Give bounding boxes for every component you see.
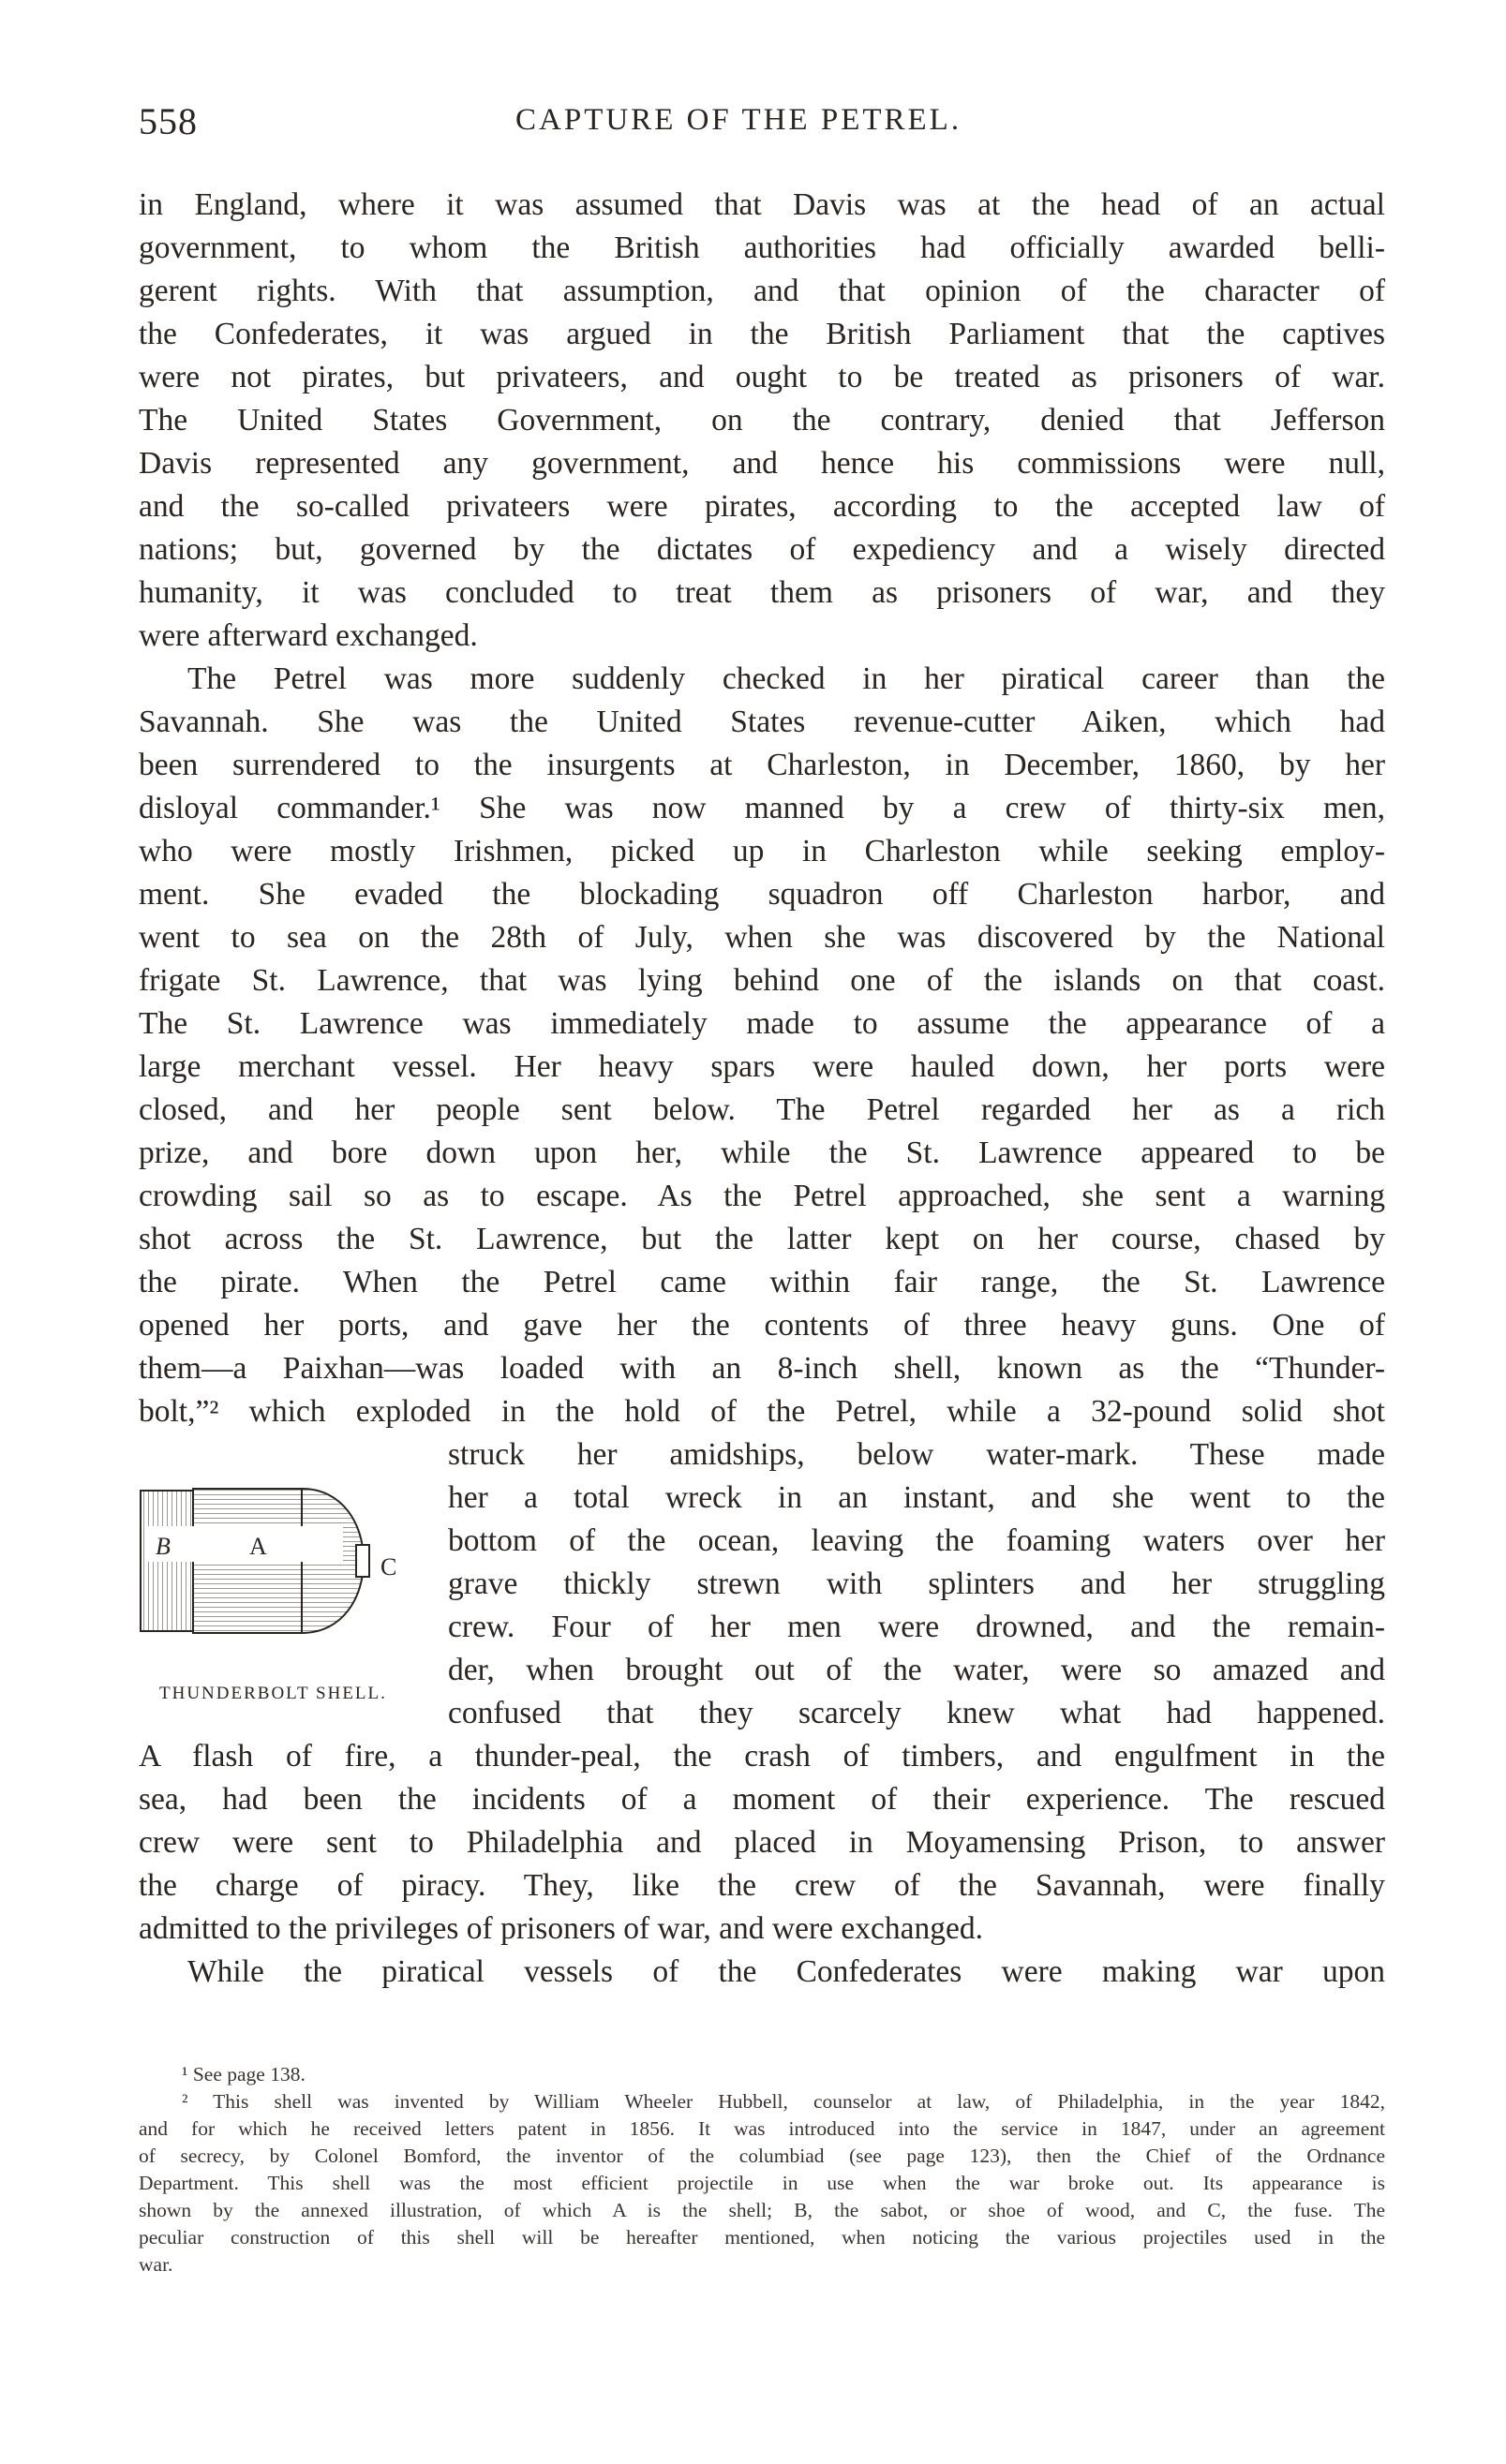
body-line: the Confederates, it was argued in the British Parliament that the captives (139, 317, 1385, 351)
body-line: disloyal commander.¹ She was now manned by a crew of thirty-six men, (139, 791, 1385, 825)
body-line: crowding sail so as to escape. As the Petrel approached, she sent a warning (139, 1179, 1385, 1213)
body-line: been surrendered to the insurgents at Charleston, in December, 1860, by her (139, 748, 1385, 782)
footnote-line: shown by the annexed illustration, of which A is the shell; B, the sabot, or shoe of wood, and C, the fuse. The (139, 2199, 1385, 2221)
footnote-line: ² This shell was invented by William Wheeler Hubbell, counselor at law, of Philadelphia, in the year 1842, (182, 2090, 1385, 2113)
body-line: struck her amidships, below water-mark. These made (448, 1437, 1385, 1472)
body-line: bottom of the ocean, leaving the foaming waters over her (448, 1523, 1385, 1558)
body-line: shot across the St. Lawrence, but the latter kept on her course, chased by (139, 1222, 1385, 1256)
footnote-line: and for which he received letters patent in 1856. It was introduced into the service in 1847, under an agreement (139, 2117, 1385, 2140)
body-line: in England, where it was assumed that Davis was at the head of an actual (139, 187, 1385, 222)
footnote-line: ¹ See page 138. (182, 2063, 306, 2085)
figure-caption: THUNDERBOLT SHELL. (159, 1684, 387, 1703)
body-line: The Petrel was more suddenly checked in her piratical career than the (187, 661, 1385, 696)
body-line: ment. She evaded the blockading squadron off Charleston harbor, and (139, 877, 1385, 912)
body-line: the charge of piracy. They, like the crew of the Savannah, were finally (139, 1868, 1385, 1903)
body-line: Savannah. She was the United States revenue-cutter Aiken, which had (139, 705, 1385, 739)
footnote-line: Department. This shell was the most efficient projectile in use when the war broke out. Its appearance is (139, 2172, 1385, 2194)
body-line: went to sea on the 28th of July, when she was discovered by the National (139, 920, 1385, 955)
body-line: them—a Paixhan—was loaded with an 8-inch shell, known as the “Thunder- (139, 1351, 1385, 1386)
body-line: Davis represented any government, and hence his commissions were null, (139, 446, 1385, 481)
body-line: crew were sent to Philadelphia and placed in Moyamensing Prison, to answer (139, 1825, 1385, 1860)
body-line: who were mostly Irishmen, picked up in Charleston while seeking employ- (139, 834, 1385, 868)
body-line: nations; but, governed by the dictates of expediency and a wisely directed (139, 532, 1385, 567)
body-line: A flash of fire, a thunder-peal, the crash of timbers, and engulfment in the (139, 1739, 1385, 1774)
footnote-line: of secrecy, by Colonel Bomford, the inventor of the columbiad (see page 123), then the Chief of the Ordnance (139, 2145, 1385, 2167)
body-line: crew. Four of her men were drowned, and the remain- (448, 1610, 1385, 1644)
body-line: and the so-called privateers were pirates, according to the accepted law of (139, 489, 1385, 524)
body-line: her a total wreck in an instant, and she went to the (448, 1480, 1385, 1515)
footnote-line: war. (139, 2253, 173, 2276)
body-line: While the piratical vessels of the Confederates were making war upon (187, 1954, 1385, 1989)
label-b: B (156, 1533, 171, 1560)
body-line: gerent rights. With that assumption, and that opinion of the character of (139, 274, 1385, 308)
thunderbolt-shell-illustration (139, 1457, 429, 1682)
body-line: frigate St. Lawrence, that was lying behind one of the islands on that coast. (139, 963, 1385, 998)
page-number: 558 (139, 100, 198, 142)
body-line: confused that they scarcely knew what had happened. (448, 1696, 1385, 1730)
body-line: The United States Government, on the contrary, denied that Jefferson (139, 403, 1385, 438)
body-line: were not pirates, but privateers, and ought to be treated as prisoners of war. (139, 360, 1385, 394)
body-line: sea, had been the incidents of a moment of their experience. The rescued (139, 1782, 1385, 1817)
body-line: The St. Lawrence was immediately made to assume the appearance of a (139, 1006, 1385, 1041)
footnote-line: peculiar construction of this shell will be hereafter mentioned, when noticing the various projectiles used in the (139, 2226, 1385, 2249)
body-line: large merchant vessel. Her heavy spars were hauled down, her ports were (139, 1049, 1385, 1084)
running-title: CAPTURE OF THE PETREL. (515, 103, 962, 137)
body-line: closed, and her people sent below. The Petrel regarded her as a rich (139, 1092, 1385, 1127)
body-line: were afterward exchanged. (139, 618, 478, 653)
body-line: admitted to the privileges of prisoners of war, and were exchanged. (139, 1911, 983, 1946)
fuse-shape (356, 1545, 369, 1577)
body-line: prize, and bore down upon her, while the St. Lawrence appeared to be (139, 1136, 1385, 1170)
body-line: humanity, it was concluded to treat them as prisoners of war, and they (139, 575, 1385, 610)
body-line: government, to whom the British authorities had officially awarded belli- (139, 230, 1385, 265)
body-line: der, when brought out of the water, were so amazed and (448, 1653, 1385, 1687)
body-line: opened her ports, and gave her the contents of three heavy guns. One of (139, 1308, 1385, 1343)
body-line: the pirate. When the Petrel came within fair range, the St. Lawrence (139, 1265, 1385, 1299)
label-a: A (249, 1533, 267, 1560)
body-line: grave thickly strewn with splinters and her struggling (448, 1566, 1385, 1601)
body-line: bolt,”² which exploded in the hold of the Petrel, while a 32-pound solid shot (139, 1394, 1385, 1429)
shell-drawing (139, 1457, 429, 1682)
label-c: C (380, 1553, 397, 1581)
